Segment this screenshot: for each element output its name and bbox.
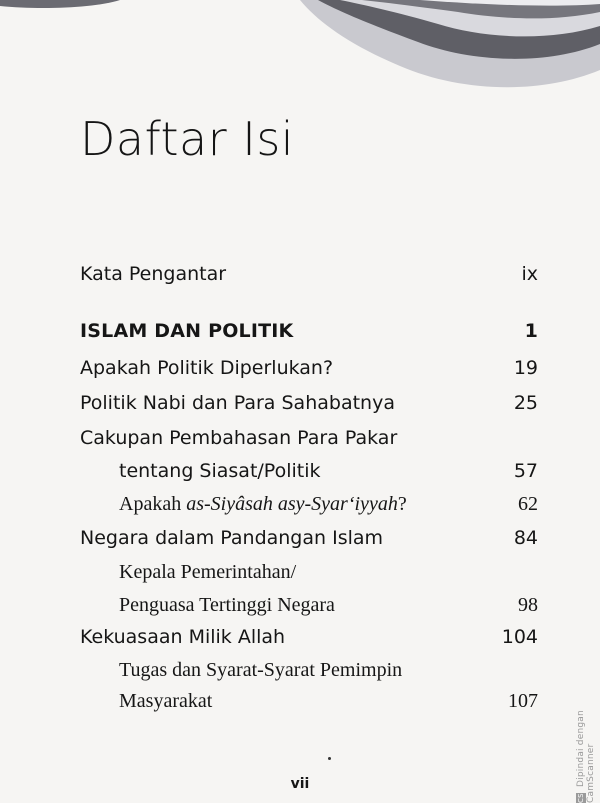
toc-entry-kepala-line2 (119, 594, 538, 617)
toc-entry-text: Tugas dan Syarat-Syarat Pemimpin (119, 659, 403, 681)
toc-entry-text: Masyarakat (119, 690, 213, 712)
toc-entry-page: 84 (513, 527, 538, 549)
toc-entry-text: Politik Nabi dan Para Sahabatnya (80, 392, 395, 414)
toc-entry-kekuasaan (80, 626, 538, 648)
toc-entry-tugas-line1 (119, 659, 538, 682)
camscanner-logo-icon: CS (577, 793, 585, 803)
toc-entry-negara (80, 527, 538, 549)
toc-entry-text: Apakah Politik Diperlukan? (80, 357, 334, 379)
toc-entry-text: Cakupan Pembahasan Para Pakar (80, 427, 398, 449)
toc-entry-text: Kepala Pemerintahan/ (119, 561, 297, 583)
toc-entry-text: ISLAM DAN POLITIK (80, 320, 294, 342)
toc-entry-kata-pengantar (80, 263, 538, 285)
toc-entry-text: Kekuasaan Milik Allah (80, 626, 286, 648)
toc-entry-text: Negara dalam Pandangan Islam (80, 527, 384, 549)
toc-entry-text: Kata Pengantar (80, 263, 227, 285)
toc-entry-politik-nabi (80, 392, 538, 414)
toc-entry-kepala-line1 (119, 561, 538, 584)
toc-entry-page: 19 (513, 357, 538, 379)
toc-entry-apakah-politik-diperlukan (80, 357, 538, 379)
toc-entry-siyasah (119, 493, 538, 516)
toc-entry-page: 25 (513, 392, 538, 414)
scan-speck (328, 757, 331, 760)
page-title: Daftar Isi (80, 112, 295, 166)
decorative-wave-graphic (0, 0, 600, 110)
toc-entry-text: Penguasa Tertinggi Negara (119, 594, 335, 616)
toc-entry-page: 98 (518, 594, 538, 616)
toc-entry-page: 62 (518, 493, 538, 515)
toc-entry-page: 104 (501, 626, 538, 648)
toc-entry-cakupan-line1 (80, 427, 538, 449)
toc-entry-islam-dan-politik (80, 320, 538, 342)
toc-entry-italic-term: as-Siyâsah asy-Syar‘iyyah (186, 493, 398, 515)
toc-entry-tugas-line2 (119, 690, 538, 713)
toc-entry-page: 57 (513, 460, 538, 482)
toc-entry-text: tentang Siasat/Politik (119, 460, 321, 482)
toc-entry-page: 1 (524, 320, 538, 342)
scanner-watermark (576, 668, 596, 803)
toc-entry-text: Apakah as-Siyâsah asy-Syar‘iyyah? (119, 493, 407, 515)
page-number-footer: vii (290, 776, 310, 792)
toc-entry-page: ix (521, 263, 538, 285)
toc-entry-cakupan-line2 (119, 460, 538, 482)
watermark-text: Dipindai dengan CamScanner (576, 710, 596, 803)
toc-entry-page: 107 (508, 690, 538, 712)
